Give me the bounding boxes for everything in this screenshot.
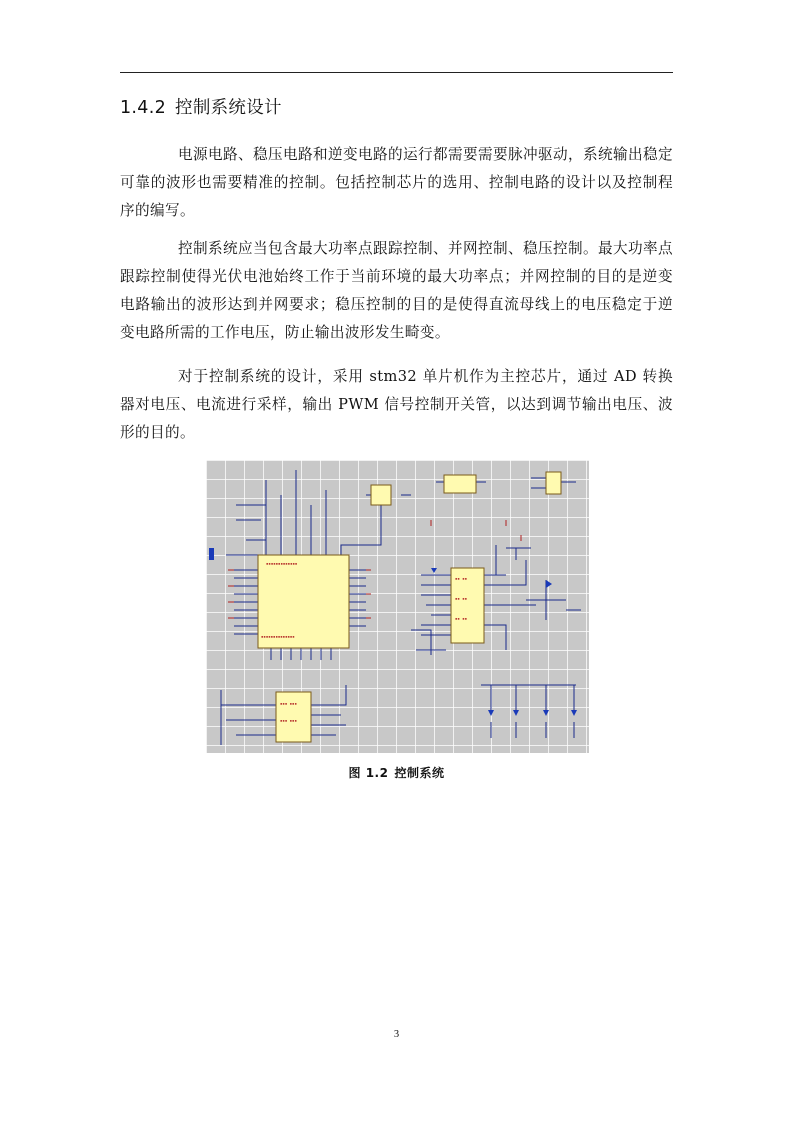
figure-caption (0, 764, 793, 781)
svg-text:▪▪▪▪▪▪▪▪▪▪▪▪▪▪: ▪▪▪▪▪▪▪▪▪▪▪▪▪▪ (261, 634, 295, 639)
section-heading (120, 94, 282, 119)
regulator-chip (371, 485, 391, 505)
paragraph-1: 电源电路、稳压电路和逆变电路的运行都需要需要脉冲驱动，系统输出稳定可靠的波形也需要精准的控制。包括控制芯片的选用、控制电路的设计以及控制程序的编写。 (120, 146, 673, 219)
paragraph-3: 对于控制系统的设计，采用 stm32 单片机作为主控芯片，通过 AD 转换器对电压、电流进行采样，输出 PWM 信号控制开关管，以达到调节输出电压、波形的目的。 (120, 368, 673, 441)
svg-text:▪▪ ▪▪: ▪▪ ▪▪ (455, 616, 468, 621)
figure-number: 图 1.2 (348, 766, 389, 780)
section-number: 1.4.2 (120, 98, 167, 118)
adc-chip (276, 692, 311, 742)
svg-text:▪▪▪▪▪▪▪▪▪▪▪▪▪: ▪▪▪▪▪▪▪▪▪▪▪▪▪ (266, 561, 298, 566)
header-rule (120, 72, 673, 73)
header-block (546, 472, 561, 494)
svg-text:▪▪▪ ▪▪▪: ▪▪▪ ▪▪▪ (280, 701, 297, 706)
schematic-drawing (206, 460, 589, 753)
connector-block (444, 475, 476, 493)
paragraph-2: 控制系统应当包含最大功率点跟踪控制、并网控制、稳压控制。最大功率点跟踪控制使得光伏电池始终工作于当前环境的最大功率点；并网控制的目的是逆变电路输出的波形达到并网要求；稳压控制的目的是使得直流母线上的电压稳定于逆变电路所需的工作电压，防止输出波形发生畸变。 (120, 240, 673, 341)
svg-text:▪▪ ▪▪: ▪▪ ▪▪ (455, 576, 468, 581)
svg-text:▪▪ ▪▪: ▪▪ ▪▪ (455, 596, 468, 601)
page-number: 3 (393, 1029, 400, 1040)
control-system-schematic (206, 460, 589, 753)
svg-text:▪▪▪ ▪▪▪: ▪▪▪ ▪▪▪ (280, 718, 297, 723)
figure-caption-text: 控制系统 (394, 766, 445, 780)
section-title: 控制系统设计 (175, 98, 282, 118)
